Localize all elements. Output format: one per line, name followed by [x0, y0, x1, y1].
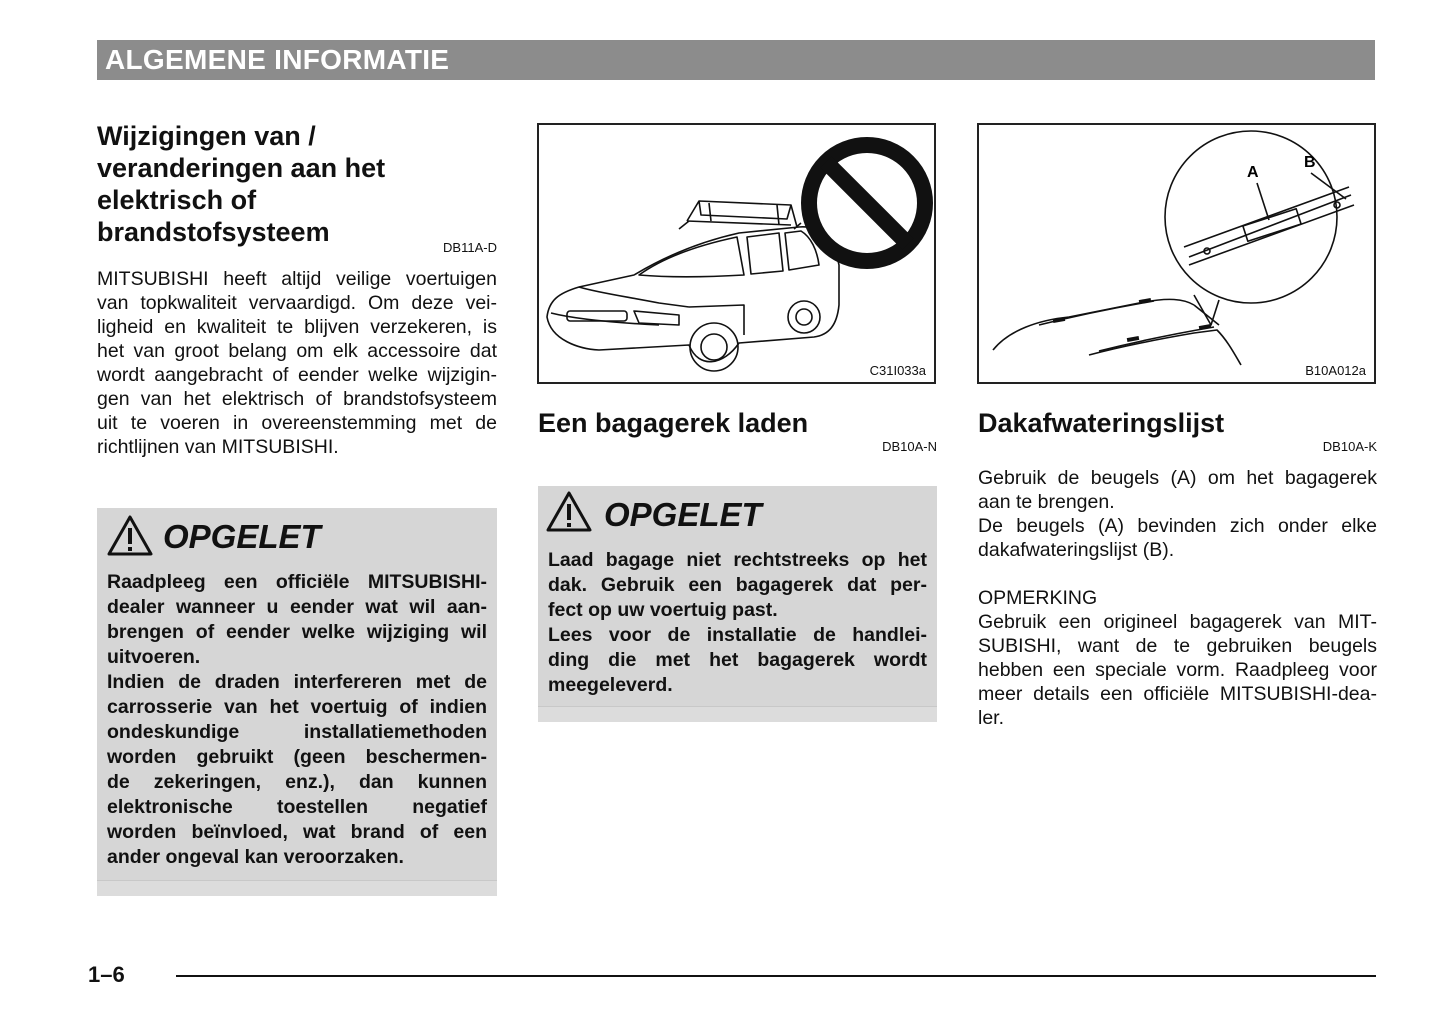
car-with-rack-illustration [539, 125, 934, 382]
figure-code: B10A012a [1305, 363, 1366, 378]
text-line: Laad bagage niet rechtstreeks op het [548, 549, 927, 571]
text-line: SUBISHI, want de te gebruiken beugels [978, 635, 1377, 657]
text-line: Indien de draden interfereren met de [107, 671, 487, 693]
text-line: worden beïnvloed, wat brand of een [107, 821, 487, 843]
text-line: ondeskundige installatiemethoden [107, 721, 487, 743]
paragraph-drip-molding [978, 466, 1377, 562]
text-line: ligheid en kwaliteit te blijven verzekeren, is [97, 316, 497, 338]
text-line: ler. [978, 707, 1005, 729]
figure-drip-molding [977, 123, 1376, 384]
text-line: carrosserie van het voertuig of indien [107, 696, 487, 718]
section-code: DB11A-D [443, 240, 497, 255]
text-line: de zekeringen, enz.), dan kunnen [107, 771, 487, 793]
text-line: MITSUBISHI heeft altijd veilige voertuigen [97, 268, 497, 290]
warning-box-footer [97, 880, 497, 896]
warning-triangle-icon [107, 514, 153, 556]
text-line: gen van het elektrisch of brandstofsysteem [97, 388, 497, 410]
text-line: wordt aangebracht of eender welke wijzigin- [97, 364, 497, 386]
heading-line: brandstofsysteem [97, 217, 330, 247]
section-code: DB10A-N [882, 439, 937, 454]
text-line: Gebruik een origineel bagagerek van MIT- [978, 611, 1377, 633]
text-line: hebben een speciale vorm. Raadpleeg voor [978, 659, 1377, 681]
note-drip-molding [978, 586, 1377, 730]
heading-modifications [97, 120, 497, 248]
text-line: meegeleverd. [548, 674, 673, 696]
warning-text [107, 570, 487, 870]
heading-line: elektrisch of [97, 185, 257, 215]
text-line: uit te voeren in overeenstemming met de [97, 412, 497, 434]
section-code: DB10A-K [1322, 439, 1377, 454]
section-header-bar [97, 40, 1375, 80]
text-line: aan te brengen. [978, 491, 1115, 513]
text-line: van topkwaliteit vervaardigd. Om deze vei- [97, 292, 497, 314]
text-line: dealer wanneer u eender wat wil aan- [107, 596, 487, 618]
text-line: De beugels (A) bevinden zich onder elke [978, 515, 1377, 537]
text-line: fect op uw voertuig past. [548, 599, 778, 621]
section-title: ALGEMENE INFORMATIE [105, 44, 450, 75]
heading-roof-rack: Een bagagerek laden [538, 408, 809, 438]
page-number: 1–6 [88, 962, 125, 987]
text-line: worden gebruikt (geen beschermen- [107, 746, 487, 768]
warning-title: OPGELET [163, 518, 321, 555]
text-line: dak. Gebruik een bagagerek dat per- [548, 574, 927, 596]
figure-code: C31I033a [869, 363, 926, 378]
heading-drip-molding: Dakafwateringslijst [978, 408, 1225, 438]
warning-title: OPGELET [604, 496, 762, 533]
column-left [97, 120, 497, 459]
note-title: OPMERKING [978, 587, 1098, 609]
text-line: ander ongeval kan veroorzaken. [107, 846, 404, 868]
text-line: het van groot belang om elk accessoire dat [97, 340, 497, 362]
warning-text [548, 548, 927, 698]
text-line: elektronische toestellen negatief [107, 796, 487, 818]
paragraph-modifications [97, 267, 497, 459]
text-line: ding die met het bagagerek wordt [548, 649, 927, 671]
text-line: dakafwateringslijst (B). [978, 539, 1175, 561]
text-line: Gebruik de beugels (A) om het bagagerek [978, 467, 1377, 489]
warning-triangle-icon [546, 490, 592, 532]
warning-box-footer [538, 706, 937, 722]
column-right [978, 407, 1377, 730]
heading-line: Wijzigingen van / [97, 121, 316, 151]
text-line: Raadpleeg een officiële MITSUBISHI- [107, 571, 487, 593]
text-line: uitvoeren. [107, 646, 201, 668]
warning-box-roof-rack [538, 486, 937, 722]
heading-line: veranderingen aan het [97, 153, 386, 183]
text-line: richtlijnen van MITSUBISHI. [97, 436, 339, 458]
figure-car-roof-rack [537, 123, 936, 384]
roof-drip-molding-illustration [979, 125, 1374, 382]
footer-divider [176, 975, 1376, 977]
text-line: meer details een officiële MITSUBISHI-dea- [978, 683, 1377, 705]
text-line: brengen of eender welke wijziging wil [107, 621, 487, 643]
label-a: A [1247, 164, 1259, 181]
warning-box-modifications [97, 508, 497, 896]
column-middle [538, 407, 937, 454]
text-line: Lees voor de installatie de handlei- [548, 624, 927, 646]
label-b: B [1304, 154, 1316, 171]
